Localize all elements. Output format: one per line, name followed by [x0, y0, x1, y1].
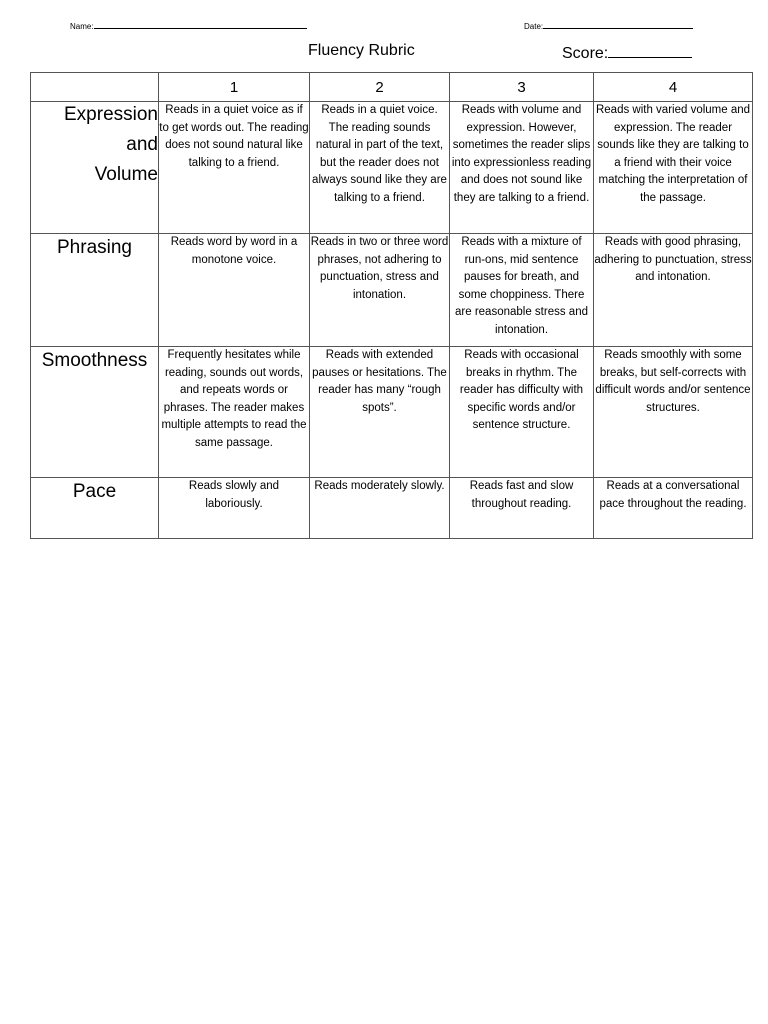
score-blank-line[interactable]	[608, 42, 692, 58]
rubric-cell: Reads in a quiet voice. The reading sounds natural in part of the text, but the reader does not always sound like they are talking to a friend.	[310, 102, 450, 234]
date-field[interactable]	[524, 19, 693, 31]
rubric-cell: Reads smoothly with some breaks, but self-corrects with difficult words and/or sentence structures.	[594, 347, 753, 478]
rubric-cell: Reads with a mixture of run-ons, mid sentence pauses for breath, and some choppiness. There are reasonable stress and intonation.	[450, 234, 594, 347]
category-cell	[31, 102, 159, 234]
category-label: Volume	[94, 164, 158, 185]
score-field[interactable]	[562, 42, 692, 63]
rubric-cell: Reads fast and slow throughout reading.	[450, 478, 594, 539]
rubric-cell: Reads with varied volume and expression. The reader sounds like they are talking to a friend with their voice matching the interpretation of the passage.	[594, 102, 753, 234]
rubric-cell: Reads with good phrasing, adhering to punctuation, stress and intonation.	[594, 234, 753, 347]
column-header: 2	[310, 73, 450, 102]
column-header: 4	[594, 73, 753, 102]
rubric-cell: Frequently hesitates while reading, sounds out words, and repeats words or phrases. The reader makes multiple attempts to read the same passage.	[159, 347, 310, 478]
column-header: 3	[450, 73, 594, 102]
rubric-cell: Reads slowly and laboriously.	[159, 478, 310, 539]
date-label: Date:	[524, 22, 544, 31]
rubric-row-pace	[31, 478, 753, 539]
category-label: Pace	[31, 478, 159, 539]
rubric-cell: Reads moderately slowly.	[310, 478, 450, 539]
category-label: Smoothness	[31, 347, 159, 478]
date-blank-line[interactable]	[543, 19, 693, 29]
rubric-cell: Reads word by word in a monotone voice.	[159, 234, 310, 347]
rubric-row-smoothness	[31, 347, 753, 478]
name-label: Name:	[70, 22, 94, 31]
score-label: Score:	[562, 45, 609, 62]
rubric-cell: Reads in two or three word phrases, not adhering to punctuation, stress and intonation.	[310, 234, 450, 347]
rubric-cell: Reads at a conversational pace throughout the reading.	[594, 478, 753, 539]
name-field[interactable]	[70, 19, 307, 31]
rubric-cell: Reads in a quiet voice as if to get words out. The reading does not sound natural like talking to a friend.	[159, 102, 310, 234]
rubric-cell: Reads with volume and expression. However, sometimes the reader slips into expressionless reading and does not sound like they are talking to a friend.	[450, 102, 594, 234]
rubric-cell: Reads with occasional breaks in rhythm. The reader has difficulty with specific words and/or sentence structure.	[450, 347, 594, 478]
category-label: Expression	[64, 104, 158, 125]
column-header: 1	[159, 73, 310, 102]
header-row	[31, 73, 753, 102]
category-label: and	[126, 134, 158, 155]
rubric-cell: Reads with extended pauses or hesitations. The reader has many “rough spots”.	[310, 347, 450, 478]
name-blank-line[interactable]	[94, 19, 307, 29]
category-label: Phrasing	[31, 234, 159, 347]
corner-cell	[31, 73, 159, 102]
page-title: Fluency Rubric	[308, 42, 415, 59]
rubric-row-expression-volume	[31, 102, 753, 234]
rubric-table	[30, 72, 753, 539]
rubric-row-phrasing	[31, 234, 753, 347]
